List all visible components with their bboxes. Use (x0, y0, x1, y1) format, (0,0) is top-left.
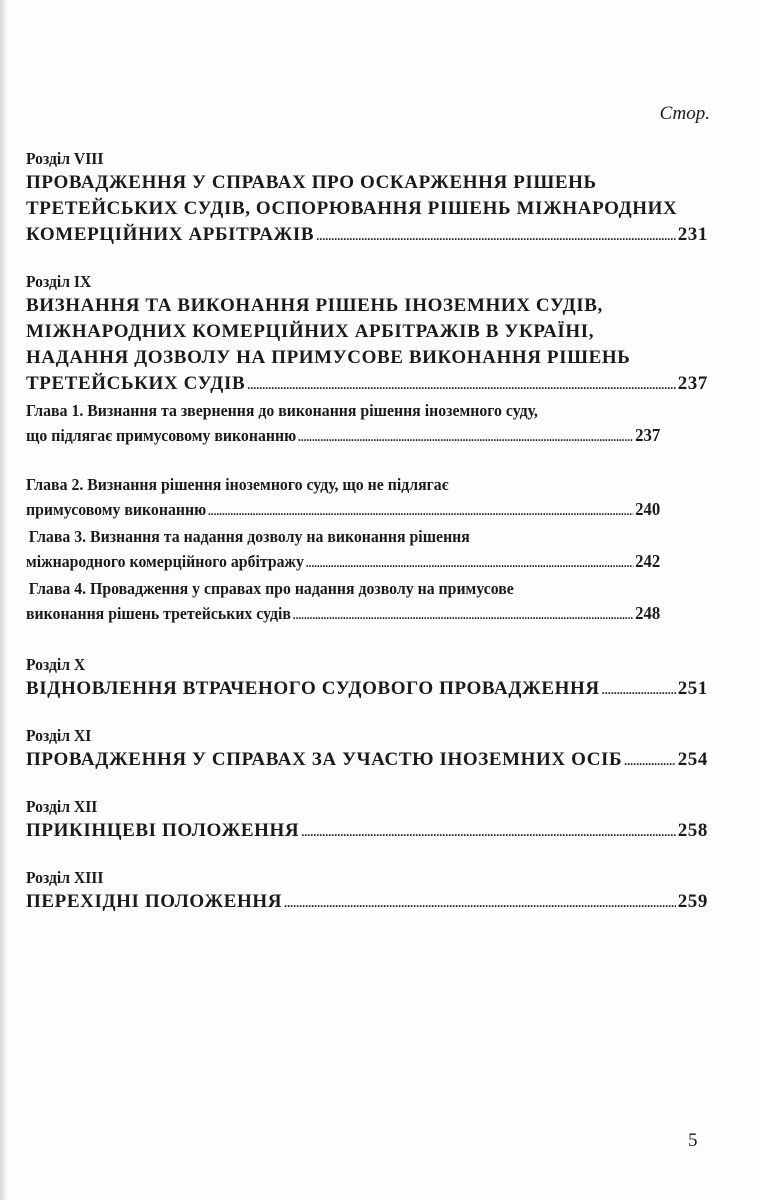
section-title-line: ПРОВАДЖЕННЯ У СПРАВАХ ПРО ОСКАРЖЕННЯ РІШЕНЬ (26, 172, 597, 193)
chapter-title-line: Глава 4. Провадження у справах про надання дозволу на примусове (28, 579, 514, 598)
toc-link[interactable] (26, 371, 708, 398)
toc-link[interactable] (26, 818, 708, 845)
chapter-title-line: виконання рішень третейських судів (26, 604, 291, 623)
section-label: Розділ IX (26, 272, 92, 291)
section-title-line: ПРОВАДЖЕННЯ У СПРАВАХ ЗА УЧАСТЮ ІНОЗЕМНИХ ОСІБ (26, 749, 623, 770)
dot-leader (301, 819, 675, 845)
toc-link[interactable] (26, 423, 660, 450)
dot-leader (208, 499, 633, 524)
page-ref: 248 (635, 603, 661, 623)
dot-leader (602, 677, 676, 703)
toc-section (26, 271, 708, 628)
page-ref: 254 (677, 749, 708, 770)
section-label: Розділ VIII (26, 149, 104, 168)
section-title-line: ПРИКІНЦЕВІ ПОЛОЖЕННЯ (26, 820, 300, 841)
scan-edge-shadow (0, 0, 8, 1200)
section-label: Розділ X (26, 655, 86, 674)
toc-section (26, 725, 708, 774)
dot-leader (247, 372, 675, 398)
dot-leader (298, 425, 633, 450)
toc-link[interactable] (26, 889, 708, 916)
page-ref: 240 (635, 499, 661, 519)
section-title-line: ВИЗНАННЯ ТА ВИКОНАННЯ РІШЕНЬ ІНОЗЕМНИХ СУДІВ, (26, 295, 603, 316)
toc-link[interactable] (26, 601, 660, 628)
dot-leader (293, 603, 633, 628)
section-title-line: ПЕРЕХІДНІ ПОЛОЖЕННЯ (26, 891, 283, 912)
table-of-contents (26, 148, 708, 916)
page-ref: 237 (677, 373, 708, 394)
toc-chapter (26, 398, 708, 450)
page-ref: 258 (677, 820, 708, 841)
chapter-title-line: міжнародного комерційного арбітражу (26, 552, 304, 571)
toc-link[interactable] (26, 676, 708, 703)
toc-chapter (26, 524, 708, 576)
dot-leader (306, 551, 634, 576)
section-label: Розділ XIII (26, 868, 104, 887)
section-title-line: МІЖНАРОДНИХ КОМЕРЦІЙНИХ АРБІТРАЖІВ В УКРАЇНІ, (26, 321, 595, 342)
toc-link[interactable] (26, 497, 660, 524)
toc-chapter (26, 472, 708, 524)
page-ref: 251 (677, 678, 708, 699)
toc-section (26, 148, 708, 249)
section-label: Розділ XII (26, 797, 98, 816)
section-title-line: ВІДНОВЛЕННЯ ВТРАЧЕНОГО СУДОВОГО ПРОВАДЖЕННЯ (26, 678, 600, 699)
page-ref: 242 (635, 551, 661, 571)
chapter-title-line: Глава 2. Визнання рішення іноземного суду, що не підлягає (26, 475, 449, 494)
dot-leader (284, 890, 676, 916)
page-ref: 237 (635, 425, 661, 445)
toc-chapter (26, 576, 708, 628)
chapter-title-line: Глава 1. Визнання та звернення до виконання рішення іноземного суду, (26, 401, 538, 420)
toc-section (26, 796, 708, 845)
toc-link[interactable] (26, 222, 708, 249)
section-title-line: КОМЕРЦІЙНИХ АРБІТРАЖІВ (26, 224, 315, 245)
page-ref: 259 (677, 891, 708, 912)
dot-leader (316, 223, 676, 249)
toc-link[interactable] (26, 549, 660, 576)
page-ref: 231 (677, 224, 708, 245)
section-title-line: ТРЕТЕЙСЬКИХ СУДІВ (26, 373, 246, 394)
section-label: Розділ XI (26, 726, 92, 745)
chapter-title-line: Глава 3. Визнання та надання дозволу на виконання рішення (28, 527, 470, 546)
section-title-line: ТРЕТЕЙСЬКИХ СУДІВ, ОСПОРЮВАННЯ РІШЕНЬ МІЖНАРОДНИХ (26, 198, 678, 219)
page-number: 5 (688, 1130, 698, 1151)
toc-section (26, 654, 708, 703)
dot-leader (624, 748, 676, 774)
section-title-line: НАДАННЯ ДОЗВОЛУ НА ПРИМУСОВЕ ВИКОНАННЯ РІШЕНЬ (26, 347, 631, 368)
chapter-title-line: примусовому виконанню (26, 500, 207, 519)
chapter-title-line: що підлягає примусовому виконанню (26, 426, 297, 445)
page-column-label: Стор. (659, 103, 710, 124)
toc-link[interactable] (26, 747, 708, 774)
toc-section (26, 867, 708, 916)
